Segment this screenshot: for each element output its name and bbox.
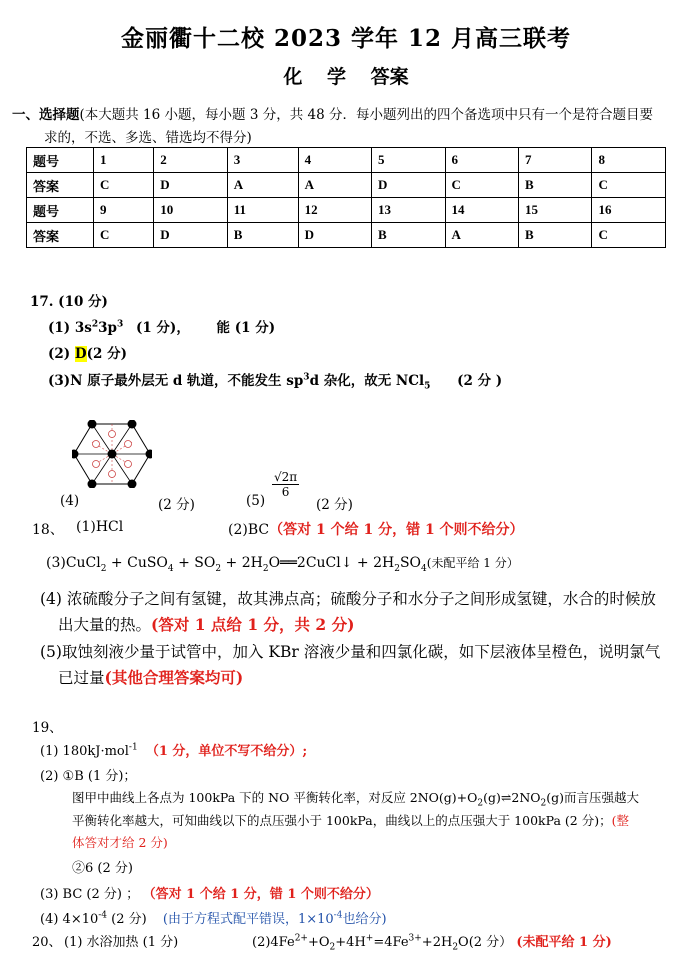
q17-part5-score: (2 分): [316, 497, 353, 513]
q18-label: 18、: [32, 522, 64, 538]
q17-part3: (3)N 原子最外层无 d 轨道，不能发生 $sp^3d$ 杂化，故无 NCl$_5$ (2 分 ): [48, 372, 503, 392]
table-cell: 8: [592, 148, 666, 173]
table-cell: A: [445, 223, 518, 248]
table-cell: 13: [372, 198, 445, 223]
q18-part5-line2: 已过量(其他合理答案均可): [58, 668, 244, 687]
q19-part2b: ②6 (2 分): [72, 861, 133, 876]
q17-heading: 17. (10 分): [30, 294, 108, 310]
section1-heading: 一、选择题(本大题共 16 小题，每小题 3 分，共 48 分．每小题列出的四个备选项中只有一个是符合题目要: [12, 107, 653, 123]
page-subtitle: 化 学 答案: [283, 66, 409, 88]
table-cell: C: [592, 173, 666, 198]
q17-answer-highlight: D: [74, 346, 87, 362]
q19-part1: (1) 180kJ·mol$^{-1}$ （1 分，单位不写不给分）;: [40, 742, 308, 759]
page-title: 金丽衢十二校 2023 学年 12 月高三联考: [120, 25, 572, 52]
q19-part4: (4) $4\times 10^{-4}$ (2 分) (由于方程式配平错误，$1\times 10^{-4}$也给分): [40, 910, 387, 927]
table-cell: B: [518, 173, 591, 198]
table-row-header: 答案: [27, 173, 94, 198]
q19-part2-explanation-line3: 体答对才给 2 分): [72, 835, 168, 850]
q19-part3: (3) BC (2 分) ； （答对 1 个给 1 分，错 1 个则不给分）: [40, 887, 379, 902]
table-row: [27, 173, 666, 198]
table-cell: 10: [154, 198, 227, 223]
table-cell: C: [94, 173, 154, 198]
table-cell: C: [592, 223, 666, 248]
table-cell: 16: [592, 198, 666, 223]
table-cell: D: [154, 223, 227, 248]
q18-part2: (2)BC（答对 1 个给 1 分，错 1 个则不给分）: [228, 522, 524, 538]
table-row-header: 题号: [27, 198, 94, 223]
q19-part2-explanation-line2: 平衡转化率越大，可知曲线以下的点压强小于 100kPa，曲线以上的点压强大于 100kPa (2 分)；(整: [72, 813, 629, 828]
table-cell: 7: [518, 148, 591, 173]
table-cell: D: [298, 223, 371, 248]
q18-part1: (1)HCl: [76, 519, 124, 535]
table-cell: 4: [298, 148, 371, 173]
q18-part4-line1: (4) 浓硫酸分子之间有氢键，故其沸点高；硫酸分子和水分子之间形成氢键，水合的时候放: [40, 590, 656, 608]
q19-part2a: (2) ①B (1 分)；: [40, 769, 137, 784]
q18-part3-equation: (3)CuCl$_2$ + CuSO$_4$ + $SO_2$ + $2H_2O══2CuCl↓ + 2H_2SO_4$(未配平给 1 分）: [46, 555, 519, 574]
mcq-answer-table: [26, 147, 666, 248]
q19-label: 19、: [32, 720, 63, 736]
table-cell: D: [154, 173, 227, 198]
table-cell: D: [372, 173, 445, 198]
table-cell: 2: [154, 148, 227, 173]
q17-part5-label: (5): [246, 493, 266, 509]
q17-part4-score: (2 分): [158, 497, 195, 513]
table-cell: B: [227, 223, 298, 248]
table-cell: B: [372, 223, 445, 248]
table-row: [27, 148, 666, 173]
table-cell: 6: [445, 148, 518, 173]
table-row: [27, 198, 666, 223]
q17-part5-fraction: $\frac{√2\pi}{6}$: [274, 470, 298, 499]
table-cell: 15: [518, 198, 591, 223]
table-cell: 3: [227, 148, 298, 173]
table-cell: 9: [94, 198, 154, 223]
table-cell: 14: [445, 198, 518, 223]
table-cell: A: [227, 173, 298, 198]
q17-part4-label: (4): [60, 493, 80, 509]
table-cell: 12: [298, 198, 371, 223]
table-cell: B: [518, 223, 591, 248]
crystal-structure-diagram: [72, 420, 152, 488]
table-row-header: 题号: [27, 148, 94, 173]
q20-part2: $(2)4Fe^{2+}+O_2+4H^+=4Fe^{3+}+2H_2O(2$ 分） (未配平给 1 分): [252, 933, 612, 953]
q20-label: 20、: [32, 935, 62, 950]
q18-part4-line2: 出大量的热。(答对 1 点给 1 分，共 2 分): [58, 615, 355, 634]
table-cell: 1: [94, 148, 154, 173]
q20-part1: (1) 水浴加热 (1 分): [64, 935, 179, 950]
q19-part2-explanation-line1: 图甲中曲线上各点为 100kPa 下的 NO 平衡转化率，对反应 $2NO(g)+O_2(g)\rightleftharpoons 2NO_2(g)$而言压强越大: [72, 790, 640, 809]
section1-heading-line2: 求的，不选、多选、错选均不得分): [44, 130, 252, 146]
table-row-header: 答案: [27, 223, 94, 248]
table-cell: A: [298, 173, 371, 198]
table-row: [27, 223, 666, 248]
q18-part5-line1: (5)取蚀刻液少量于试管中，加入 KBr 溶液少量和四氯化碳，如下层液体呈橙色，说明氯气: [40, 643, 661, 661]
table-cell: C: [445, 173, 518, 198]
q17-part1: (1) $3s^23p^3$ (1 分)， 能 (1 分): [48, 319, 276, 336]
table-cell: 5: [372, 148, 445, 173]
table-cell: 11: [227, 198, 298, 223]
q17-part2: (2) D(2 分): [48, 346, 127, 362]
table-cell: C: [94, 223, 154, 248]
